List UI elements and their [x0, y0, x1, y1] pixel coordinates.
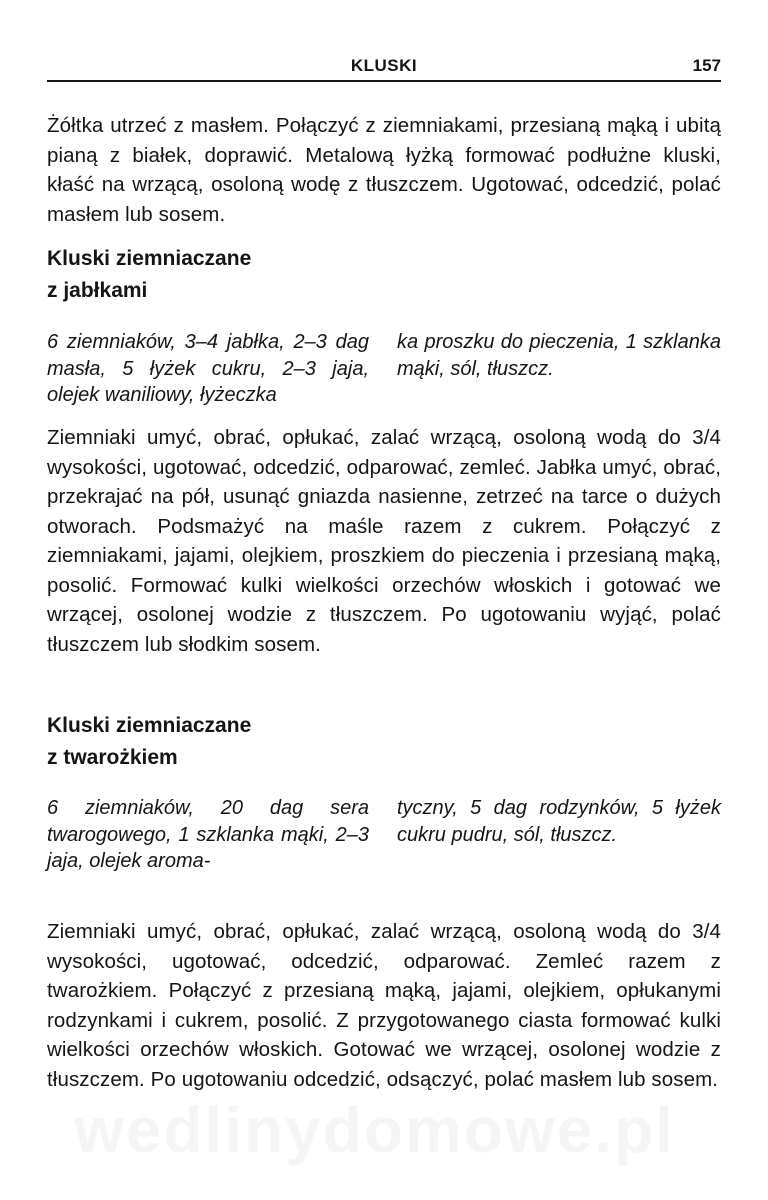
ingredients-apples — [47, 329, 721, 409]
ingredients-column-left: 6 ziemniaków, 3–4 jabłka, 2–3 dag masła, 5 łyżek cukru, 2–3 jaja, olejek waniliowy, łyżeczka — [47, 331, 369, 406]
page-number: 157 — [692, 56, 721, 75]
intro-paragraph: Żółtka utrzeć z masłem. Połączyć z ziemniakami, przesianą mąką i ubitą pianą z białek, doprawić. Metalową łyżką formować podłużne kluski, kłaść na wrzącą, osoloną wodę z tłuszczem. Ugotować, odcedzić, polać masłem lub sosem. — [47, 114, 721, 226]
recipe-title-line: Kluski ziemniaczane — [47, 714, 252, 737]
ingredients-column-right: tyczny, 5 dag rodzynków, 5 łyżek cukru pudru, sól, tłuszcz. — [397, 797, 721, 846]
recipe-title-cottage-cheese — [47, 710, 377, 774]
method-apples: Ziemniaki umyć, obrać, opłukać, zalać wrzącą, osoloną wodą do 3/4 wysokości, ugotować, odcedzić, odparować, zemleć. Jabłka umyć, obrać, przekrajać na pół, usunąć gniazda nasienne, zetrzeć na tarce o dużych otworach. Podsmażyć na maśle razem z cukrem. Połączyć z ziemniakami, jajami, olejkiem, proszkiem do pieczenia i przesianą mąką, posolić. Formować kulki wielkości orzechów włoskich i gotować we wrzącej, osolonej wodzie z tłuszczem. Po ugotowaniu wyjąć, polać tłuszczem lub słodkim sosem. — [47, 426, 721, 656]
ingredients-column-right: ka proszku do pieczenia, 1 szklanka mąki, sól, tłuszcz. — [397, 331, 721, 380]
recipe-title-apples — [47, 243, 377, 307]
ingredients-cottage-cheese — [47, 795, 721, 875]
ingredients-column-left: 6 ziemniaków, 20 dag sera twarogowego, 1 szklanka mąki, 2–3 jaja, olejek aroma- — [47, 797, 369, 872]
recipe-title-line: Kluski ziemniaczane — [47, 247, 252, 270]
chapter-title: KLUSKI — [350, 56, 418, 75]
running-header — [47, 52, 721, 82]
watermark: wedlinydomowe.pl — [74, 1094, 675, 1166]
recipe-title-line: z jabłkami — [47, 279, 148, 302]
method-cottage-cheese: Ziemniaki umyć, obrać, opłukać, zalać wrzącą, osoloną wodą do 3/4 wysokości, ugotować, odcedzić, odparować. Zemleć razem z twarożkiem. Połączyć z przesianą mąką, jajami, olejkiem, opłukanymi rodzynkami i cukrem, posolić. Z przygotowanego ciasta formować kulki wielkości orzechów włoskich. Gotować we wrzącej, osolonej wodzie z tłuszczem. Po ugotowaniu odcedzić, odsączyć, polać masłem lub sosem. — [47, 920, 721, 1091]
recipe-title-line: z twarożkiem — [47, 746, 178, 769]
